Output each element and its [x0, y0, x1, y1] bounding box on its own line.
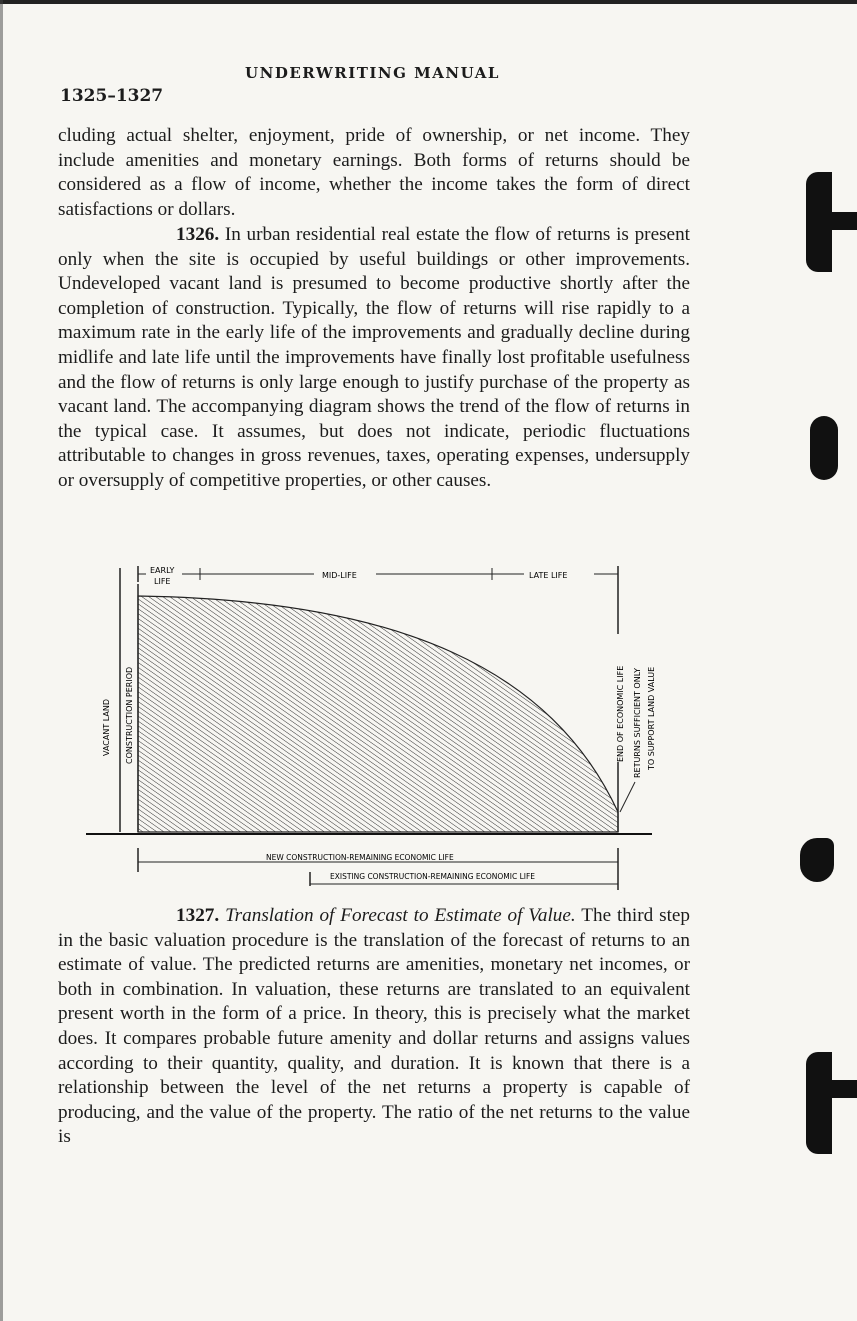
section-range: 1325–1327: [60, 86, 164, 106]
section-title-1327: Translation of Forecast to Estimate of Value.: [225, 905, 576, 926]
returns-sufficient-label: RETURNS SUFFICIENT ONLY: [633, 668, 642, 778]
early-life-label: EARLY: [150, 566, 175, 575]
page-top-edge: [0, 0, 857, 4]
construction-period-label: CONSTRUCTION PERIOD: [125, 666, 134, 764]
binder-tab-2: [810, 416, 838, 480]
binder-tab-4-notch: [826, 1080, 857, 1098]
vacant-land-label: VACANT LAND: [102, 698, 111, 756]
paragraph-1325-continued: cluding actual shelter, enjoyment, pride of ownership, or net income. They include amenities and monetary earnings. Both forms of returns should be considered as a flow of income, whether the income takes the form of direct satisfactions or dollars.: [58, 125, 690, 220]
running-head: UNDERWRITING MANUAL: [245, 64, 500, 82]
early-life-label-2: LIFE: [154, 577, 171, 586]
mid-life-label: MID-LIFE: [322, 571, 357, 580]
section-number-1326: 1326.: [176, 224, 220, 245]
late-life-label: LATE LIFE: [529, 571, 568, 580]
returns-flow-diagram: [82, 560, 662, 900]
new-construction-label: NEW CONSTRUCTION-REMAINING ECONOMIC LIFE: [266, 853, 454, 862]
paragraph-1326: [58, 223, 690, 494]
end-of-economic-life-label: END OF ECONOMIC LIFE: [616, 665, 625, 762]
returns-flow-area: [138, 596, 618, 832]
binder-tab-4: [806, 1052, 832, 1154]
returns-pointer-line: [620, 782, 635, 812]
support-land-value-label: TO SUPPORT LAND VALUE: [647, 666, 656, 770]
paragraph-1327: [58, 904, 690, 1150]
section-number-1327: 1327.: [176, 905, 220, 926]
binder-tab-1-notch: [826, 212, 857, 230]
paragraph-1326-text: In urban residential real estate the flow of returns is present only when the site is occupied by useful buildings or other improvements. Undeveloped vacant land is presumed to become productive shortly after the completion of construction. Typically, the flow of returns will rise rapidly to a maximum rate in the early life of the improvements and gradually decline during midlife and late life until the improvements have finally lost profitable usefulness and the flow of returns is only large enough to justify purchase of the property as vacant land. The accompanying diagram shows the trend of the flow of returns in the typical case. It assumes, but does not indicate, periodic fluctuations attributable to changes in gross revenues, taxes, operating expenses, undersupply or oversupply of competitive properties, or other causes.: [58, 224, 690, 491]
existing-construction-label: EXISTING CONSTRUCTION-REMAINING ECONOMIC LIFE: [330, 872, 536, 881]
page-left-edge: [0, 0, 3, 1321]
paragraph-1327-text: The third step in the basic valuation procedure is the translation of the forecast of returns to an estimate of value. The predicted returns are amenities, monetary net incomes, or both in combination. In valuation, these returns are translated to an equivalent present worth in the form of a price. In theory, this is precisely what the market does. It compares probable future amenity and dollar returns and assigns values according to their quantity, quality, and duration. It is known that there is a relationship between the level of the net returns a property is capable of producing, and the value of the property. The ratio of the net returns to the value is: [58, 905, 691, 1148]
binder-tab-3: [800, 838, 834, 882]
